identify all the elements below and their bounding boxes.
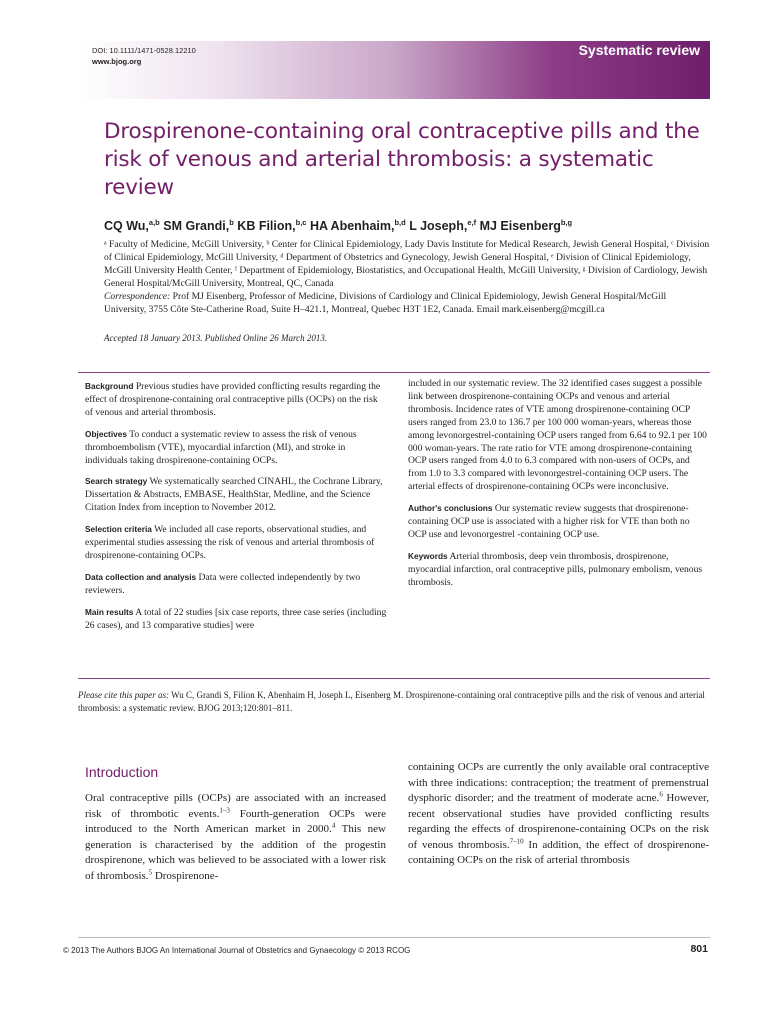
citation-text: Wu C, Grandi S, Filion K, Abenhaim H, Joseph L, Eisenberg M. Drospirenone-containing oral contraceptive pills and the risk of venous and arterial thrombosis: a systematic review. BJOG 2013;120:801–811. [78, 690, 705, 713]
page-number: 801 [690, 943, 708, 955]
abstract-selection-criteria: Selection criteria We included all case reports, observational studies, and experimental studies assessing the risk of venous and arterial thrombosis of drospirenone-containing OCPs. [85, 524, 375, 561]
author: L Joseph,$^{e,f}$ [409, 218, 477, 234]
intro-paragraph-right: containing OCPs are currently the only available oral contraceptive with three indications: contraception; the treatment of premenstrual dysphoric disorder; and the treatment of moderate acne.$^6$ However, recent observational studies have provided conflicting results regarding the effects of drospirenone-containing OCPs on the risk of venous thrombosis.$^{7-10}$ In addition, the effect of drospirenone-containing OCPs on the risk of arterial thrombosis [408, 761, 710, 866]
intro-paragraph-left: Oral contraceptive pills (OCPs) are associated with an increased risk of thrombotic events.$^{1-3}$ Fourth-generation OCPs were introduced to the North American market in 2000.$^4$ This new generation is characterised by the addition of the progestin drospirenone, which was believed to be associated with a lower risk of thrombosis.$^5$ Drospirenone- [85, 792, 386, 882]
abstract-search-strategy: Search strategy We systematically searched CINAHL, the Cochrane Library, Dissertation & Abstracts, EMBASE, HealthStar, Medline, and the Science Citation Index from inception to November 2012. [85, 476, 383, 514]
author: SM Grandi,$^b$ [163, 218, 234, 234]
doi-text: DOI: 10.1111/1471-0528.12210 [92, 46, 196, 55]
citation-ref[interactable]: 5 [148, 867, 153, 876]
affiliations: ᵃ Faculty of Medicine, McGill University, ᵇ Center for Clinical Epidemiology, Lady Davis Institute for Medical Research, Jewish General Hospital, ᶜ Division of Clinical Epidemiology, McGill University, ᵈ Department of Obstetrics and Gynecology, Jewish General Hospital, ᵉ Division of Clinical Epidemiology, McGill University Health Center, ᶠ Department of Epidemiology, Biostatistics, and Occupational Health, McGill University, ᵍ Division of Cardiology, Jewish General Hospital/McGill University, Montreal, QC, Canada [104, 239, 710, 289]
author: MJ Eisenberg$^{b,g}$ [479, 218, 573, 234]
citation-ref[interactable]: 1–3 [219, 805, 230, 814]
abstract-conclusions: Author's conclusions Our systematic review suggests that drospirenone-containing OCP use is associated with a higher risk for VTE than both no OCP use and levonorgestrel -containing OCP use. [408, 503, 690, 540]
accepted-date: Accepted 18 January 2013. Published Online 26 March 2013. [104, 333, 328, 343]
author-list [104, 218, 572, 233]
journal-url[interactable]: www.bjog.org [92, 57, 142, 66]
section-label: Systematic review [578, 42, 700, 58]
citation [78, 689, 710, 714]
abstract-top-rule [78, 372, 710, 373]
author: CQ Wu,$^{a,b}$ [104, 218, 160, 234]
correspondence [104, 291, 710, 317]
abstract-bottom-rule [78, 678, 710, 679]
author: HA Abenhaim,$^{b,d}$ [309, 218, 406, 234]
journal-meta [92, 45, 196, 67]
footer-copyright: © 2013 The Authors BJOG An International Journal of Obstetrics and Gynaecology © 2013 RCOG [63, 946, 411, 955]
abstract-left-column [85, 380, 387, 641]
abstract-background: Background Previous studies have provided conflicting results regarding the effect of drospirenone-containing oral contraceptive pills (OCPs) on the risk of venous and arterial thrombosis. [85, 381, 381, 418]
section-heading-introduction: Introduction [85, 764, 159, 780]
abstract-main-results-cont: included in our systematic review. The 32 identified cases suggest a possible link between drospirenone-containing OCPs and venous and arterial thrombosis. Incidence rates of VTE among drospirenone-containing OCP users ranged from 23.0 to 136.7 per 100 000 woman-years, whereas those among levonorgestrel-containing OCP users ranged from 6.64 to 92.1 per 100 000 woman-years. The rate ratio for VTE among drospirenone-containing OCP users ranged from 4.0 to 6.3 compared with non-users of OCPs, and from 1.0 to 3.3 compared with levonorgestrel-containing OCP users. The arterial effects of drospirenone-containing OCPs were inconclusive. [408, 378, 707, 493]
article-title: Drospirenone-containing oral contraceptive pills and the risk of venous and arterial thrombosis: a systematic review [104, 119, 700, 200]
citation-ref[interactable]: 6 [659, 790, 663, 799]
affiliations-block [104, 239, 710, 316]
citation-ref[interactable]: 4 [331, 821, 336, 830]
citation-label: Please cite this paper as: [78, 690, 169, 700]
author: KB Filion,$^{b,c}$ [237, 218, 307, 234]
abstract-right-column [408, 378, 710, 598]
abstract-objectives: Objectives To conduct a systematic review to assess the risk of venous thromboembolism (VTE), myocardial infarction (MI), and stroke in individuals taking drospirenone-containing OCPs. [85, 428, 357, 466]
citation-ref[interactable]: 7–10 [509, 836, 524, 845]
abstract-main-results: Main results A total of 22 studies [six case reports, three case series (including 26 cases), and 13 comparative studies] were [85, 606, 387, 631]
abstract-keywords: Keywords Arterial thrombosis, deep vein thrombosis, drospirenone, myocardial infarction, oral contraceptive pills, pulmonary embolism, venous thrombosis. [408, 550, 703, 588]
correspondence-label: Correspondence: [104, 290, 171, 302]
correspondence-text: Prof MJ Eisenberg, Professor of Medicine, Divisions of Cardiology and Clinical Epidemiology, Jewish General Hospital/McGill University, 3755 Côte Ste-Catherine Road, Suite H–421.1, Montreal, Quebec H3T 1E2, Canada. Email mark.eisenberg@mcgill.ca [104, 290, 667, 315]
abstract-data-collection: Data collection and analysis Data were collected independently by two reviewers. [85, 571, 361, 596]
footer-rule [78, 937, 710, 938]
